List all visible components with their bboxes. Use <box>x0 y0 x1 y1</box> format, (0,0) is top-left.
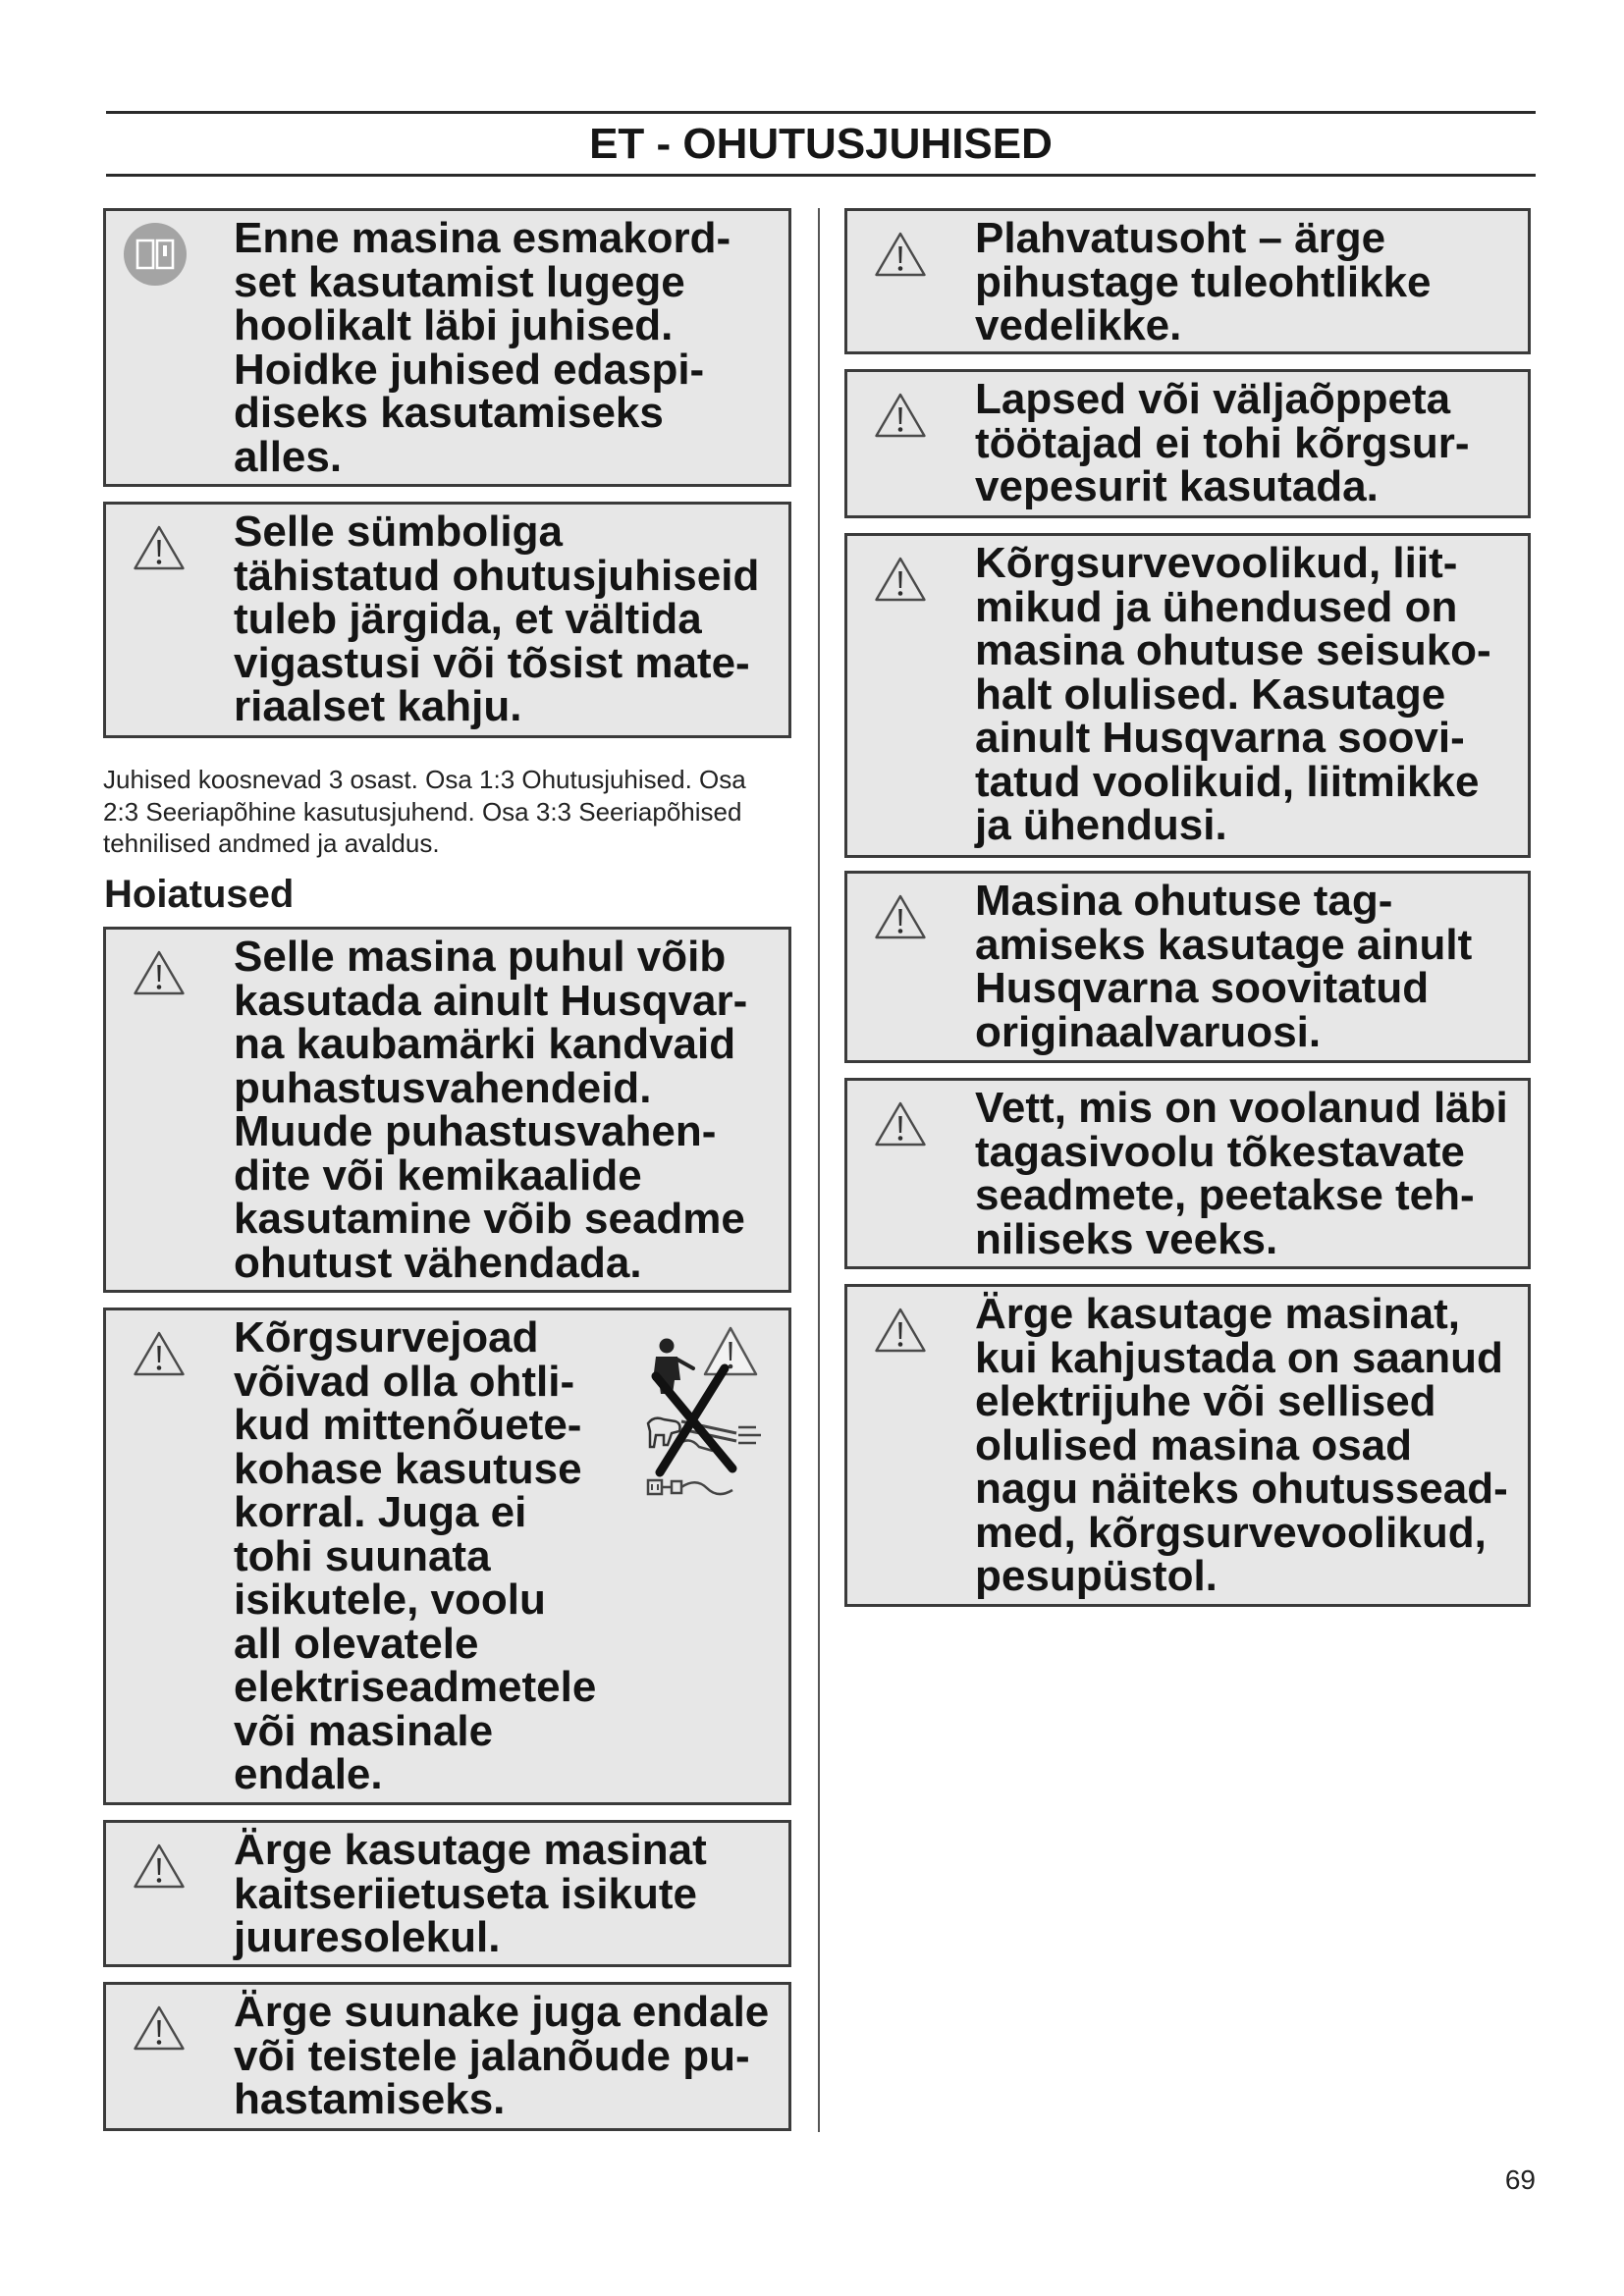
page-title: ET - OHUTUSJUHISED <box>589 120 1053 168</box>
warning-triangle-icon <box>874 392 927 439</box>
warning-box <box>844 1284 1531 1607</box>
warning-box <box>844 369 1531 518</box>
warning-box <box>844 871 1531 1063</box>
warning-text: Kõrgsurvevoolikud, liit- mikud ja ühendused on masina ohutuse seisuko- halt olulised. Kasutage ainult Husqvarna soovi- tatud voolikuid, liitmikke ja ühendusi. <box>975 539 1491 849</box>
header-rule-top <box>106 111 1536 114</box>
manual-parts-note: Juhised koosnevad 3 osast. Osa 1:3 Ohutusjuhised. Osa 2:3 Seeriapõhine kasutusjuhend. Osa 3:3 Seeriapõhised tehnilised andmed ja avaldus. <box>103 765 746 858</box>
warning-box <box>844 533 1531 858</box>
warning-box <box>844 208 1531 354</box>
warning-triangle-icon <box>133 1842 186 1890</box>
warning-triangle-icon <box>133 949 186 996</box>
intro-box-text: Selle sümboliga tähistatud ohutusjuhiseid tuleb järgida, et vältida vigastusi või tõsist mate- riaalset kahju. <box>234 507 760 730</box>
column-divider <box>818 208 820 2132</box>
warning-text: Lapsed või väljaõppeta töötajad ei tohi kõrgsur- vepesurit kasutada. <box>975 375 1470 510</box>
intro-box-read-manual <box>103 208 791 487</box>
section-heading-warnings: Hoiatused <box>104 873 295 916</box>
warning-text: Kõrgsurvejoad võivad olla ohtli- kud mittenõuete- kohase kasutuse korral. Juga ei tohi suunata isikutele, voolu all olevatele elektriseadmetele või masinale endale. <box>234 1313 597 1798</box>
warning-box <box>844 1078 1531 1269</box>
page-number: 69 <box>1504 2164 1536 2195</box>
warning-triangle-icon <box>874 556 927 603</box>
warning-triangle-icon <box>133 524 186 571</box>
header-rule-bottom <box>106 174 1536 177</box>
warning-triangle-icon <box>874 231 927 278</box>
warning-text: Masina ohutuse tag- amiseks kasutage ainult Husqvarna soovitatud originaalvaruosi. <box>975 877 1473 1056</box>
intro-box-symbol-meaning <box>103 502 791 738</box>
warning-triangle-icon <box>874 1307 927 1354</box>
warning-triangle-icon <box>874 1100 927 1148</box>
warning-text: Plahvatusoht – ärge pihustage tuleohtlikke vedelikke. <box>975 214 1432 349</box>
warning-text: Ärge kasutage masinat kaitseriietuseta isikute juuresolekul. <box>234 1826 707 1961</box>
warning-box <box>103 1982 791 2131</box>
intro-box-text: Enne masina esmakord- set kasutamist lugege hoolikalt läbi juhised. Hoidke juhised edaspi- diseks kasutamiseks alles. <box>234 214 731 481</box>
warning-box <box>103 927 791 1293</box>
warning-text: Ärge kasutage masinat, kui kahjustada on saanud elektrijuhe või sellised olulised masina osad nagu näiteks ohutussead- med, kõrgsurvevoolikud, pesupüstol. <box>975 1290 1508 1600</box>
warning-box <box>103 1820 791 1967</box>
warning-text: Selle masina puhul võib kasutada ainult Husqvar- na kaubamärki kandvaid puhastusvahendeid. Muude puhastusvahen- dite või kemikaalide kasutamine võib seadme ohutust vähendada. <box>234 933 748 1287</box>
read-manual-book-icon <box>123 222 188 287</box>
no-spray-at-people-animals-electrical-pictogram <box>642 1325 768 1509</box>
warning-triangle-icon <box>133 2004 186 2052</box>
warning-text: Ärge suunake juga endale või teistele jalanõude pu- hastamiseks. <box>234 1988 770 2123</box>
warning-box <box>103 1308 791 1805</box>
warning-triangle-icon <box>133 1330 186 1377</box>
warning-text: Vett, mis on voolanud läbi tagasivoolu tõkestavate seadmete, peetakse teh- niliseks veeks. <box>975 1084 1508 1263</box>
warning-triangle-icon <box>874 893 927 940</box>
